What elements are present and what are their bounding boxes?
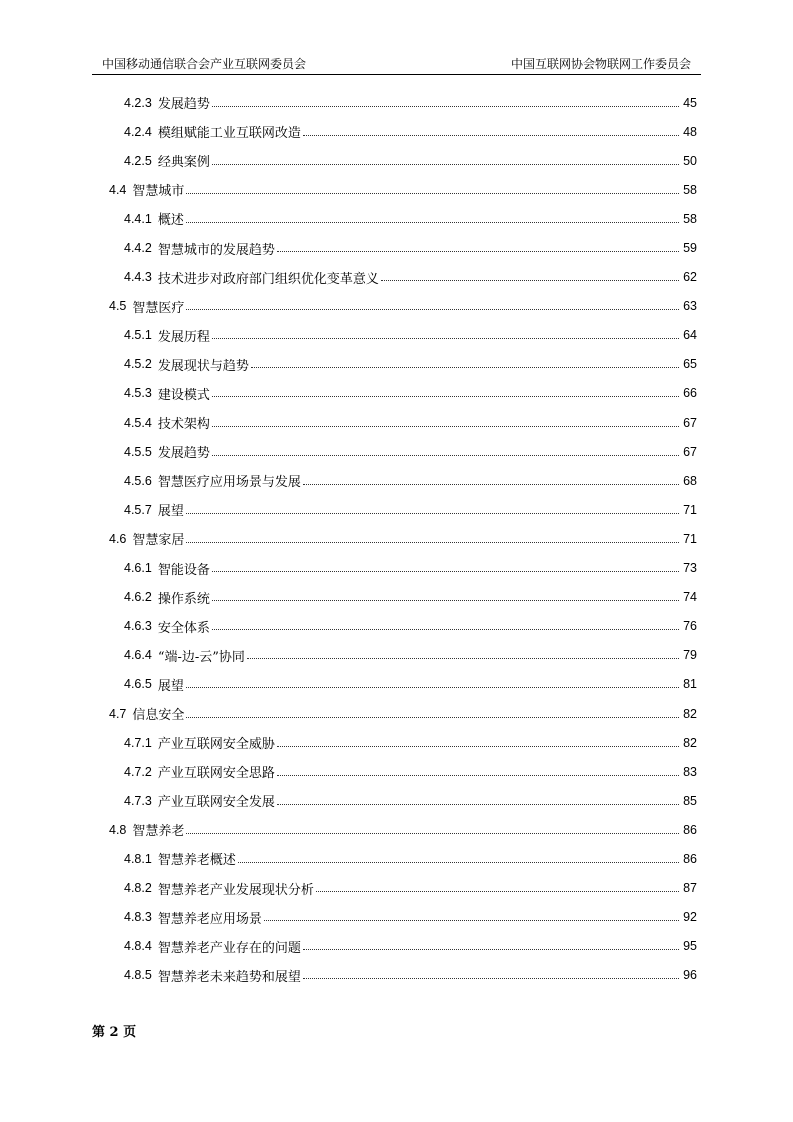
toc-entry-number: 4.4.2	[124, 241, 152, 256]
toc-entry-title: 建设模式	[157, 387, 210, 403]
toc-entry[interactable]	[0, 292, 793, 321]
toc-entry-title: 经典案例	[157, 155, 210, 171]
toc-entry-page: 71	[683, 502, 697, 517]
toc-entry[interactable]	[0, 641, 793, 670]
toc-entry-page: 74	[683, 590, 697, 605]
toc-entry-page: 67	[683, 444, 697, 459]
toc-entry-title: 展望	[157, 504, 184, 520]
toc-dot-leader	[212, 105, 679, 107]
toc-dot-leader	[212, 395, 679, 397]
toc-entry-title: 智慧医疗	[132, 300, 185, 316]
toc-entry-title: 模组赋能工业互联网改造	[157, 126, 301, 142]
toc-entry-page: 65	[683, 357, 697, 372]
toc-entry-title: 智慧家居	[132, 533, 185, 549]
toc-entry-title: 展望	[157, 678, 184, 694]
toc-entry-title: 智慧养老产业发展现状分析	[157, 882, 314, 898]
toc-entry-page: 96	[683, 968, 697, 983]
header-right-text: 中国互联网协会物联网工作委员会	[510, 57, 691, 71]
toc-entry-number: 4.7.1	[124, 735, 152, 750]
toc-entry-page: 92	[683, 910, 697, 925]
toc-dot-leader	[186, 716, 679, 718]
toc-entry-page: 86	[683, 851, 697, 866]
toc-entry-number: 4.2.3	[124, 95, 152, 110]
page-header	[92, 56, 701, 75]
toc-entry[interactable]	[0, 670, 793, 699]
toc-entry[interactable]	[0, 204, 793, 233]
page-number: 第 2 页	[92, 1025, 137, 1040]
toc-entry-page: 87	[683, 881, 697, 896]
toc-entry[interactable]	[0, 117, 793, 146]
toc-entry-title: 智慧养老概述	[157, 853, 236, 869]
toc-dot-leader	[212, 337, 679, 339]
toc-entry-page: 66	[683, 386, 697, 401]
toc-entry-number: 4.4.3	[124, 270, 152, 285]
toc-entry-page: 48	[683, 124, 697, 139]
toc-entry-number: 4.8.3	[124, 910, 152, 925]
toc-entry-title: 智慧养老未来趋势和展望	[157, 969, 301, 985]
toc-entry-page: 81	[683, 677, 697, 692]
toc-dot-leader	[186, 308, 679, 310]
toc-dot-leader	[264, 919, 679, 921]
toc-entry-number: 4.5.1	[124, 328, 152, 343]
toc-entry-number: 4.7.3	[124, 793, 152, 808]
toc-entry[interactable]	[0, 903, 793, 932]
toc-dot-leader	[212, 425, 679, 427]
toc-dot-leader	[212, 454, 679, 456]
toc-entry[interactable]	[0, 437, 793, 466]
toc-dot-leader	[186, 686, 679, 688]
toc-dot-leader	[212, 628, 679, 630]
toc-entry[interactable]	[0, 175, 793, 204]
toc-entry-number: 4.5.7	[124, 502, 152, 517]
toc-entry-page: 58	[683, 182, 697, 197]
toc-entry-title: 发展趋势	[157, 97, 210, 113]
toc-entry[interactable]	[0, 815, 793, 844]
toc-entry-number: 4.8	[109, 822, 127, 837]
toc-entry-number: 4.6	[109, 531, 127, 546]
toc-entry-title: 技术架构	[157, 417, 210, 433]
toc-entry-number: 4.2.4	[124, 124, 152, 139]
toc-entry-title: 操作系统	[157, 591, 210, 607]
toc-entry[interactable]	[0, 612, 793, 641]
toc-entry-page: 67	[683, 415, 697, 430]
toc-entry-number: 4.4.1	[124, 211, 152, 226]
toc-entry-page: 76	[683, 619, 697, 634]
toc-entry-number: 4.5.6	[124, 473, 152, 488]
toc-entry-title: 安全体系	[157, 620, 210, 636]
toc-entry[interactable]	[0, 146, 793, 175]
toc-entry-title: 技术进步对政府部门组织优化变革意义	[157, 271, 379, 287]
toc-entry-title: 智慧医疗应用场景与发展	[157, 475, 301, 491]
toc-dot-leader	[303, 977, 679, 979]
toc-entry[interactable]	[0, 932, 793, 961]
toc-entry-number: 4.5.4	[124, 415, 152, 430]
toc-entry-number: 4.6.3	[124, 619, 152, 634]
toc-entry-number: 4.8.1	[124, 851, 152, 866]
toc-entry[interactable]	[0, 466, 793, 495]
toc-entry-number: 4.7.2	[124, 764, 152, 779]
toc-entry[interactable]	[0, 524, 793, 553]
toc-entry-title: 智慧城市的发展趋势	[157, 242, 275, 258]
toc-entry[interactable]	[0, 379, 793, 408]
toc-entry-title: 智慧养老产业存在的问题	[157, 940, 301, 956]
toc-entry-page: 85	[683, 793, 697, 808]
toc-dot-leader	[186, 832, 679, 834]
toc-entry-title: 发展趋势	[157, 446, 210, 462]
toc-entry-number: 4.5.2	[124, 357, 152, 372]
header-left-text: 中国移动通信联合会产业互联网委员会	[102, 57, 307, 71]
toc-dot-leader	[316, 890, 679, 892]
toc-entry[interactable]	[0, 321, 793, 350]
toc-dot-leader	[303, 483, 679, 485]
toc-entry[interactable]	[0, 844, 793, 873]
toc-entry-page: 68	[683, 473, 697, 488]
toc-entry[interactable]	[0, 786, 793, 815]
toc-dot-leader	[186, 192, 679, 194]
toc-entry-number: 4.6.4	[124, 648, 152, 663]
toc-entry-page: 50	[683, 153, 697, 168]
toc-entry-title: 智慧养老	[132, 824, 185, 840]
toc-entry-page: 79	[683, 648, 697, 663]
toc-entry-title: 发展历程	[157, 329, 210, 345]
toc-entry[interactable]	[0, 263, 793, 292]
toc-entry-number: 4.6.1	[124, 561, 152, 576]
toc-dot-leader	[303, 134, 679, 136]
toc-dot-leader	[186, 512, 679, 514]
table-of-contents	[0, 88, 793, 990]
toc-entry-number: 4.6.5	[124, 677, 152, 692]
toc-entry-title: 产业互联网安全威胁	[157, 737, 275, 753]
toc-entry-title: “端-边-云”协同	[157, 649, 245, 665]
toc-dot-leader	[277, 803, 679, 805]
toc-entry-title: 智能设备	[157, 562, 210, 578]
toc-entry-title: 信息安全	[132, 708, 185, 724]
toc-entry[interactable]	[0, 554, 793, 583]
toc-entry[interactable]	[0, 495, 793, 524]
toc-entry[interactable]	[0, 233, 793, 262]
toc-dot-leader	[247, 657, 679, 659]
toc-entry[interactable]	[0, 874, 793, 903]
toc-dot-leader	[238, 861, 679, 863]
toc-entry-title: 智慧城市	[132, 184, 185, 200]
toc-entry-page: 63	[683, 299, 697, 314]
toc-entry[interactable]	[0, 583, 793, 612]
toc-entry[interactable]	[0, 88, 793, 117]
toc-entry-title: 产业互联网安全发展	[157, 795, 275, 811]
toc-dot-leader	[186, 221, 679, 223]
toc-entry-number: 4.8.4	[124, 939, 152, 954]
toc-entry-page: 58	[683, 211, 697, 226]
toc-entry-title: 智慧养老应用场景	[157, 911, 262, 927]
toc-entry[interactable]	[0, 699, 793, 728]
toc-dot-leader	[381, 279, 679, 281]
toc-dot-leader	[277, 745, 679, 747]
toc-entry-page: 45	[683, 95, 697, 110]
toc-dot-leader	[212, 599, 679, 601]
toc-entry-number: 4.8.2	[124, 881, 152, 896]
toc-entry-page: 82	[683, 735, 697, 750]
toc-dot-leader	[212, 163, 679, 165]
toc-entry-number: 4.2.5	[124, 153, 152, 168]
toc-dot-leader	[277, 774, 679, 776]
toc-entry-page: 82	[683, 706, 697, 721]
toc-entry-title: 发展现状与趋势	[157, 358, 249, 374]
toc-dot-leader	[212, 570, 679, 572]
toc-entry-page: 71	[683, 531, 697, 546]
toc-entry-page: 86	[683, 822, 697, 837]
toc-entry[interactable]	[0, 961, 793, 990]
toc-entry-number: 4.7	[109, 706, 127, 721]
toc-entry-page: 64	[683, 328, 697, 343]
toc-dot-leader	[251, 366, 679, 368]
toc-entry-number: 4.4	[109, 182, 127, 197]
toc-entry-page: 95	[683, 939, 697, 954]
toc-entry-page: 73	[683, 561, 697, 576]
toc-entry-title: 概述	[157, 213, 184, 229]
toc-entry-number: 4.5	[109, 299, 127, 314]
toc-entry-number: 4.5.3	[124, 386, 152, 401]
toc-entry-number: 4.5.5	[124, 444, 152, 459]
toc-dot-leader	[277, 250, 679, 252]
toc-entry[interactable]	[0, 757, 793, 786]
toc-entry[interactable]	[0, 408, 793, 437]
toc-dot-leader	[186, 541, 679, 543]
toc-entry[interactable]	[0, 350, 793, 379]
toc-entry-number: 4.8.5	[124, 968, 152, 983]
toc-entry-title: 产业互联网安全思路	[157, 766, 275, 782]
toc-entry-number: 4.6.2	[124, 590, 152, 605]
toc-dot-leader	[303, 948, 679, 950]
toc-entry-page: 62	[683, 270, 697, 285]
toc-entry-page: 59	[683, 241, 697, 256]
toc-entry-page: 83	[683, 764, 697, 779]
toc-entry[interactable]	[0, 728, 793, 757]
